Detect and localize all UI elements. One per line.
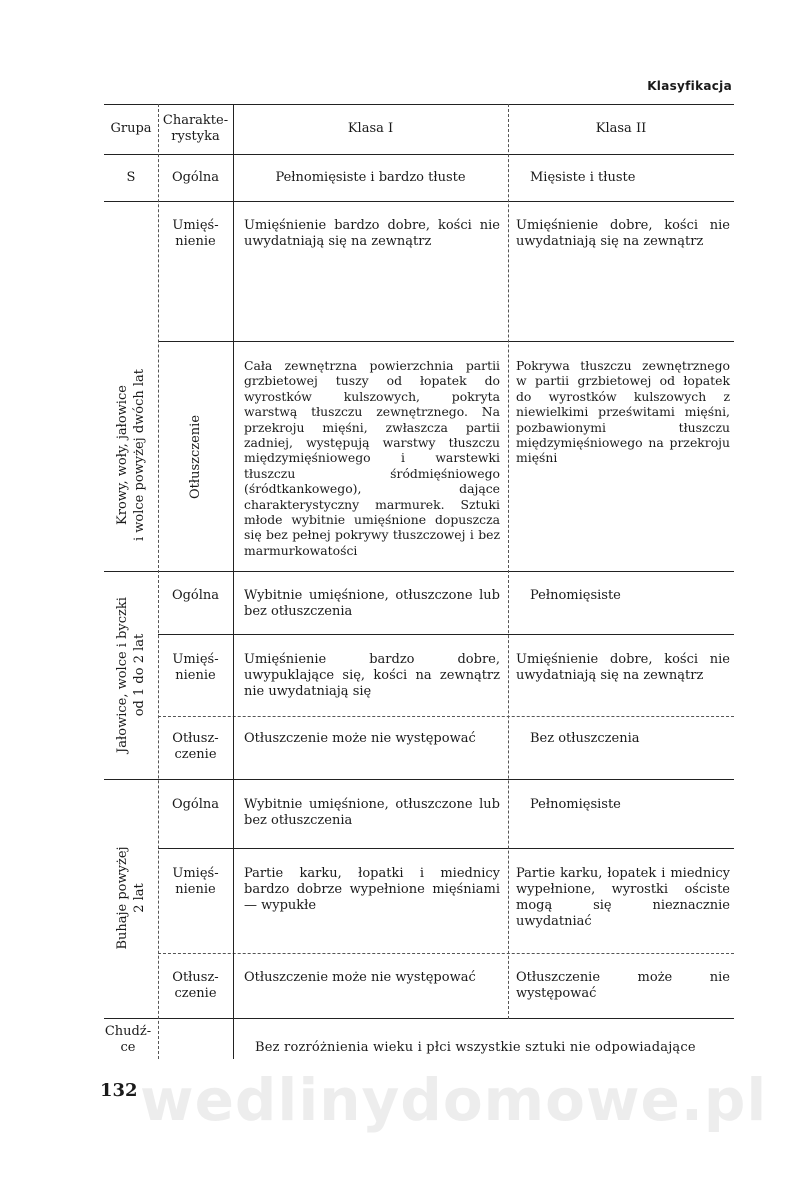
group-krowy: Krowy, woły, jałowice i wolce powyżej dwóch lat: [115, 368, 147, 542]
row-rule: [158, 341, 734, 342]
char-umiesnienie: Umięś- nienie: [172, 652, 219, 683]
row-rule: [104, 571, 734, 572]
row-rule: [158, 634, 734, 635]
chudze-text: Bez rozróżnienia wieku i płci wszystkie sztuki nie odpowiadające: [255, 1040, 696, 1055]
row-rule: [104, 201, 734, 202]
char-otluszczenie: Otłusz- czenie: [172, 970, 219, 1001]
char-umiesnienie: Umięś- nienie: [172, 218, 219, 249]
krowy-umiesnienie-klasa-2: Umięśnienie dobre, kości nie uwydatniają się na zewnątrz: [516, 218, 730, 249]
char-ogolna: Ogólna: [171, 170, 220, 185]
jalowice-ogolna-klasa-2: Pełnomięsiste: [530, 588, 621, 603]
row-rule: [158, 716, 734, 717]
s-klasa-1: Pełnomięsiste i bardzo tłuste: [275, 170, 466, 185]
header-grupa: Grupa: [110, 121, 152, 136]
krowy-umiesnienie-klasa-1: Umięśnienie bardzo dobre, kości nie uwydatniają się na zewnątrz: [244, 218, 500, 249]
row-rule: [104, 779, 734, 780]
col-rule: [508, 104, 509, 1019]
table-top-rule: [104, 104, 734, 105]
row-rule: [104, 1018, 734, 1019]
char-ogolna: Ogólna: [171, 797, 220, 812]
row-rule: [158, 953, 734, 954]
char-otluszczenie: Otłuszczenie: [188, 414, 203, 500]
col-rule: [233, 104, 234, 1059]
page-number: 132: [100, 1080, 138, 1101]
jalowice-umiesnienie-klasa-1: Umięśnienie bardzo dobre, uwypuklające się, kości na zewnątrz nie uwydatniają się: [244, 652, 500, 699]
section-title: Klasyfikacja: [647, 79, 732, 93]
char-ogolna: Ogólna: [171, 588, 220, 603]
group-jalowice: Jałowice, wolce i byczki od 1 do 2 lat: [115, 597, 147, 753]
group-s: S: [126, 170, 136, 185]
buhaje-otluszczenie-klasa-2: Otłuszczenie może nie występować: [516, 970, 730, 1001]
jalowice-otluszczenie-klasa-1: Otłuszczenie może nie występować: [244, 731, 476, 746]
group-chudze: Chudź- ce: [104, 1024, 152, 1055]
group-buhaje: Buhaje powyżej 2 lat: [115, 846, 147, 950]
s-klasa-2: Mięsiste i tłuste: [530, 170, 636, 185]
header-charakterystyka: Charakte- rystyka: [162, 113, 229, 144]
jalowice-ogolna-klasa-1: Wybitnie umięśnione, otłuszczone lub bez otłuszczenia: [244, 588, 500, 619]
jalowice-otluszczenie-klasa-2: Bez otłuszczenia: [530, 731, 640, 746]
buhaje-umiesnienie-klasa-2: Partie karku, łopatek i miednicy wypełnione, wyrostki ościste mogą się nieznacznie uwydatniać: [516, 866, 730, 929]
buhaje-ogolna-klasa-2: Pełnomięsiste: [530, 797, 621, 812]
char-umiesnienie: Umięś- nienie: [172, 866, 219, 897]
row-rule: [158, 848, 734, 849]
header-rule: [104, 154, 734, 155]
watermark: wedlinydomowe.pl: [140, 1066, 768, 1134]
buhaje-ogolna-klasa-1: Wybitnie umięśnione, otłuszczone lub bez otłuszczenia: [244, 797, 500, 828]
buhaje-otluszczenie-klasa-1: Otłuszczenie może nie występować: [244, 970, 476, 985]
krowy-otluszczenie-klasa-1: Cała zewnętrzna powierzchnia partii grzbietowej tuszy od łopatek do wyrostków kulszowych, pokryta warstwą tłuszczu zewnętrznego. Na przekroju mięśni, zwłaszcza partii zadniej, występują warstwy tłuszczu międzymięśniowego i warstewki tłuszczu śródmięśniowego (śródtkankowego), dające charakterystyczny marmurek. Sztuki młode wybitnie umięśnione dopuszcza się bez pełnej pokrywy tłuszczowej i bez marmurkowatości: [244, 358, 500, 558]
header-klasa-1: Klasa I: [347, 121, 394, 136]
char-otluszczenie: Otłusz- czenie: [172, 731, 219, 762]
krowy-otluszczenie-klasa-2: Pokrywa tłuszczu zewnętrznego w partii grzbietowej od łopatek do wyrostków kulszowych z niewielkimi prześwitami mięśni, pozbawionymi tłuszczu międzymięśniowego na przekroju mięśni: [516, 358, 730, 466]
jalowice-umiesnienie-klasa-2: Umięśnienie dobre, kości nie uwydatniają się na zewnątrz: [516, 652, 730, 683]
buhaje-umiesnienie-klasa-1: Partie karku, łopatki i miednicy bardzo dobrze wypełnione mięśniami — wypukłe: [244, 866, 500, 913]
header-klasa-2: Klasa II: [595, 121, 647, 136]
